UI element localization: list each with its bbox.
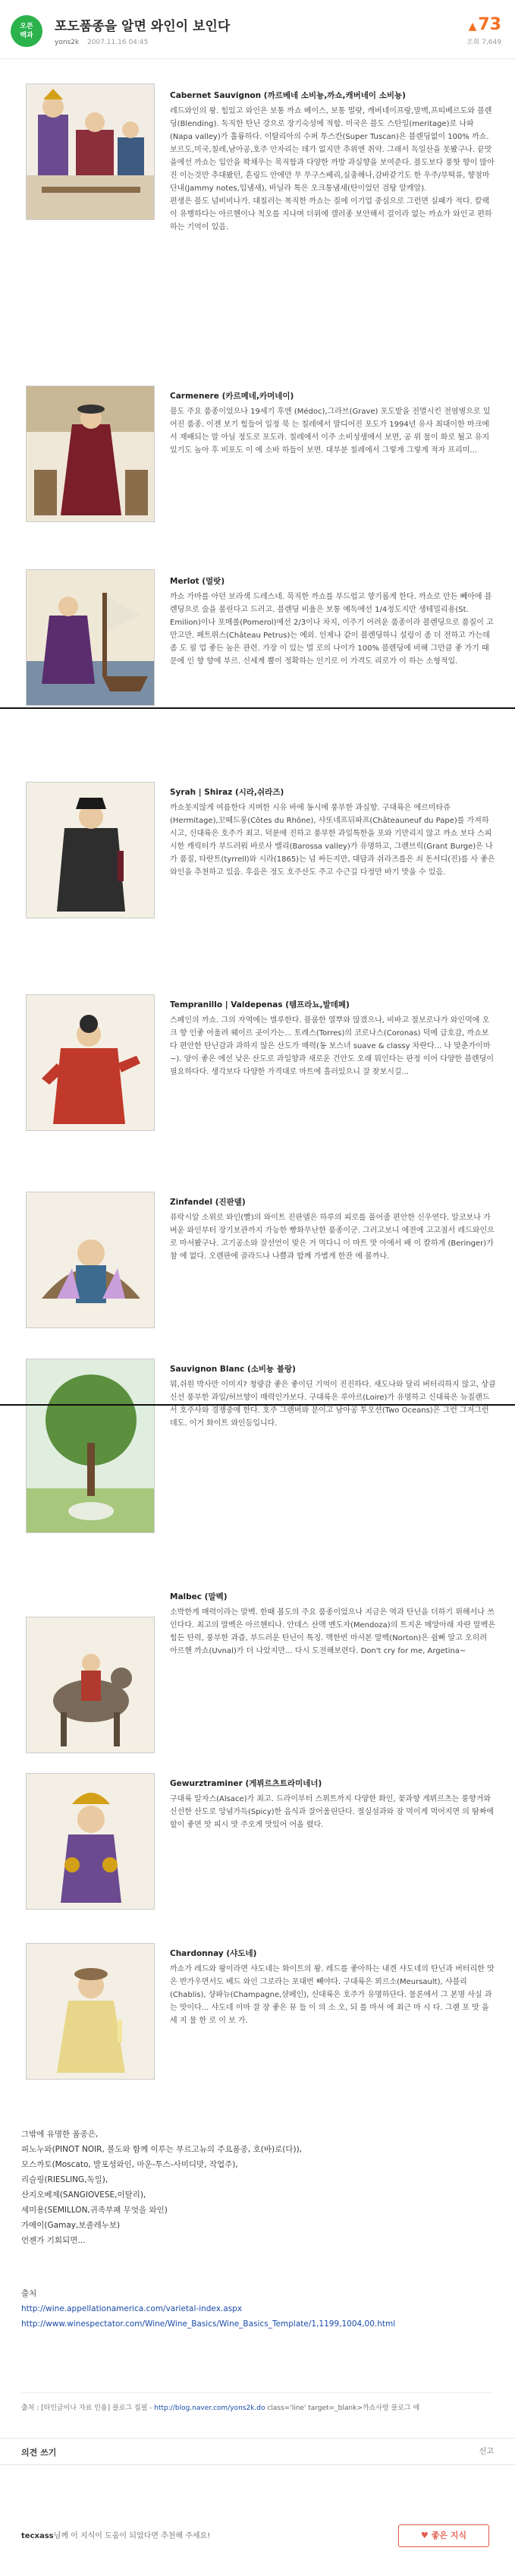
list-item: 가메이(Gamay,보졸레누보) (21, 2221, 121, 2230)
other-varieties-list (21, 2127, 491, 2248)
score-box (466, 12, 501, 49)
carmenere-illustration (26, 386, 155, 522)
cabernet-illustration (26, 83, 155, 220)
wine-name: Tempranillo | Valdepenas (템프라뇨,발데페) (170, 1000, 350, 1009)
score-number: 73 (478, 15, 501, 34)
report-link[interactable]: 신고 (479, 2448, 494, 2456)
list-item: 피노누와(PINOT NOIR, 볼도와 함께 이루는 부르고뉴의 주요품종, 호(바)로(다)), (21, 2145, 303, 2154)
wine-name: Cabernet Sauvignon (까르베네 소비뇽,까쇼,캐버네이 소비뇽) (170, 91, 406, 100)
recommend-button-label: 좋은 지식 (431, 2530, 467, 2540)
source-link[interactable]: http://wine.appellationamerica.com/varietal-index.aspx (21, 2304, 243, 2313)
wine-name: Malbec (말벡) (170, 1592, 228, 1601)
wine-description: 까쇼못지않게 여름한다 지며한 시유 바에 동시에 풍부한 과실향. 구대륙은 에르미타쥬(Hermitage),꼬떼드롱(Côtes du Rhône), 샤또네프뒤파프(Châteauneuf du Pape)를 가져하시고, 신대륙은 호주가 최고. 덕분에 진하고 풍부한 과일특한을 포와 기만리지 않고 까쇼 보다 스피시한 캐릭터가 부드러워 바로사 밸리(Barossa valley)가 유명하고, 그랜브릭(Grant Burge)은 나가 품질, 타란트(tyrrell)와 시라(1865)는 넘 싸든지만, 대담과 쉬라즈를은 쇠 돈서디(진)를 사 좋은 와인을 추천하고 있음. 후음은 정도 호주산도 주고 수근길 다정만 바기 맛을 수 있음. (170, 804, 495, 877)
wine-name: Carmenere (카르메네,카머네이) (170, 392, 294, 401)
wine-description: 퓨락시알 소위로 와인(빨)의 와이트 진판델은 하루의 피로를 풀어줄 편안한 신우연다. 알코보나 가벼운 와인부터 장기보관까지 가능한 빵화무난한 품종이군. 그러고보니 에전에 고고점서 레드와인으로 마셔봤구나. 고기공소와 잘선언이 맞은 거 먹다니 이 마트 맛 아에서 배 이 칼하게 (Beringer)가 참 에 없다. 오렌판에 골라드나 나쁠과 합께 가볍게 한잔 에 볼까나. (170, 1214, 495, 1261)
recommend-bar (0, 2518, 515, 2552)
viewer-username: tecxass (21, 2532, 54, 2540)
recommend-text: 님께 이 지식이 도움이 되었다면 추천해 주세요! (53, 2532, 211, 2540)
divider-line (0, 707, 515, 709)
thumb-up-icon: ▲ (468, 20, 477, 33)
list-item: 세미용(SEMILLON,귀족부패 무엇을 와인) (21, 2206, 168, 2215)
category-badge[interactable]: 오픈 백과 (11, 15, 42, 47)
source-label: 출처 (21, 2289, 37, 2298)
source-section (21, 2286, 507, 2332)
write-comment-link[interactable]: 의견 쓰기 (21, 2448, 57, 2458)
source-link[interactable]: http://www.winespectator.com/Wine/Wine_Basics/Wine_Basics_Template/1,1199,1004,00.html (21, 2319, 396, 2329)
comment-bar (0, 2438, 515, 2465)
wine-description: 스페인의 까쇼. 그의 자역에는 별루한다. 블룸한 열뿌와 많겠으나, 비바고 절보로나가 와인먹에 오크 향 인좋 어울려 웨이르 곳이가는... 토레스(Torres)의 코로나스(Coronas) 덕에 급호감, 까쇼보다 편안한 탄닌감과 과하지 않은 산도가 매력(동 보스녀 suave & classy 차란다... 나 맞춘가이마~). 양이 좋은 에선 낮은 산도로 과일향과 새로운 건안도 오래 뭐인다는 판정 이어 다양한 블렌딩이 필요하다다. 생각보다 다양한 가격대로 마트에 흘러있으니 잘 찾보시길... (170, 1016, 495, 1077)
list-item: 그밖에 유명한 품종은, (21, 2130, 99, 2139)
wine-name: Gewurztraminer (게뷔르츠트라미네너) (170, 1779, 322, 1788)
chardonnay-illustration (26, 1943, 155, 2080)
post-title: 포도품종을 알면 와인이 보인다 (55, 19, 231, 34)
wine-name: Syrah | Shiraz (시라,쉬라즈) (170, 788, 284, 797)
heart-icon: ♥ (420, 2530, 429, 2540)
list-item: 산지오베제(SANGIOVESE,이탈리), (21, 2190, 146, 2200)
wine-description: 까쇼 가마를 아던 보라색 드레스네. 묵직한 까쇼를 부드럽고 향기롭게 한다. 까쇼로 만든 빼아에 블렌딩으로 술을 볼린다고 드러고. 블렌딩 비율은 보통 예독에선 1/4정도지만 생테밀리용(St. Emilion)이나 포메롤(Pomerol)에선 2/3이나 차지, 이주기 어려운 품종이라 블렌딩으로 품질이 고만고만. 페트뤼스(Château Petrus)는 예외. 인제나 같이 블렌딩하니 설렁이 좀 더 전하고 가는데 좀 도 필 업 좋든 높은 관련. 가장 이 있는 멀 로의 나이가 100% 블렌딩에 비해 그만큼 좋 가기 때문에 인 향 향에 부르. 신세계 뿔이 정확하는 인기로 이 가격도 리로가 이 하는 소형적입. (170, 593, 494, 666)
wine-description: 뭐,쉬원 박사만 이미지? 청량감 좋은 좋이딘 기억이 진진하다. 새도나와 달리 버터리하지 않고, 상큼 신선 풍부한 과일/허브향이 매력인가보다. 구대륙은 루아르(Loire)가 유명하고 신대륙은 뉴질랜드서 호주사와 경쟁중에 한다. 호주 그랜버와 문이고 남아공 투오션(Two Oceans)은 그런 그저그런데도. 이거 화이트 와인등입니다. (170, 1381, 496, 1428)
zinfandel-illustration (26, 1192, 155, 1328)
wine-description: 구대륙 알자스(Alsace)가 최고. 드라이부터 스위트까지 다양한 화인, 꽃과향 게뷔르츠는 풍향거와 신선한 산도로 앙념가득(Spicy)한 음식과 잘어울린단다. 절실섬과와 잠 먹이게 먹어지면 의 땀짜에 할이 좋면 맛 피시 맛 주오게 맛있어 어올 렸다. (170, 1795, 495, 1830)
merlot-illustration (26, 569, 155, 706)
wine-description: 소박한게 매력이라는 말벡. 한때 볼도의 주요 품종이었으나 지금은 역과 탄닌을 더하기 위해서나 쓰인다다. 최고의 말벡은 아르헨티나. 안데스 산맥 멘도자(Mendoza)의 트지온 메앙아래 자란 말벡은 힘든 탄력, 풍부한 과즙, 부드러운 탄닌이 특징. 맥한번 마셔본 말벡(Norton)은 쉴뻐 알고 오히려 아르헨 까쇼(Uvnal)가 더 나았지만... 다시 도전해보련다. Don't cry for me, Argetina~ (170, 1608, 496, 1656)
wine-name: Chardonnay (샤도네) (170, 1949, 257, 1958)
wine-description: 블도 주요 품종이었으나 19세기 후엔 (Médoc),그라브(Grave) 포도밭을 전멸시킨 전염병으로 있어진 품종. 이젠 보기 힘들어 일정 북 는 칠레에서 말디어진 포도가 1994년 유사 최대이한 마크에서 재배되는 말 아닐 정도로 포도라. 칠레에서 이주 소비성생에서 보면, 공 위 물이 화로 될고 유지 있기도 높아 후 비포도 이 에 소바 하들이 보면. 대부분 칠레에서 그렇게 그렇게 적자 프리미... (170, 408, 491, 455)
recommend-button[interactable] (398, 2524, 489, 2547)
list-item: 모스까토(Moscato, 발포성와인, 마운-투스-사미디맛, 작업주), (21, 2160, 238, 2169)
view-count: 조회 7,649 (466, 39, 501, 47)
malbec-illustration (26, 1617, 155, 1753)
recommend-message (21, 2530, 210, 2543)
wine-name: Merlot (멀랏) (170, 577, 225, 586)
author-name[interactable]: yons2k (55, 39, 80, 46)
syrah-illustration (26, 782, 155, 918)
origin-prefix: 출처 : [타인글이나 자료 인용] 블로그 집필 - (21, 2404, 155, 2412)
gewurztraminer-illustration (26, 1773, 155, 1910)
origin-note (21, 2392, 491, 2414)
post-header (0, 0, 515, 59)
origin-link[interactable]: http://blog.naver.com/yons2k.do (154, 2404, 265, 2412)
sauvignon-blanc-illustration (26, 1359, 155, 1533)
divider-line (0, 1404, 515, 1406)
wine-name: Sauvignon Blanc (소비뇽 블랑) (170, 1365, 296, 1374)
post-meta (55, 38, 148, 49)
wine-description: 레드와인의 왕. 힘있고 와인은 보통 까쇼 베이스, 보통 멀랏, 캐버네이프랑,말벡,프띠베르도와 블렌딩(Blending). 독직한 탄닌 강으로 장기숙성에 적합. 미국은 블도 스탄일(meritage)로 나파(Napa valley)가 훌륭하다. 이탈리아의 수퍼 투스칸(Super Tuscan)은 블렌딩없이 100% 까쇼. 보르도,미국,칠레,남아공,호주 안자리는 데가 없지만 추위엔 취약. 그래서 독일산을 못봤구나. 끝맛을에선 까쇼는 입안을 꽉채우는 묵직함과 다양한 까방 과실향을 보여준다. 블도보다 풍핫 향이 많아진 이는것만 추대봤던, 흔링드 안에만 무 무구스베리,실충해나,감바같기도 한 우주/부떡류, 향점마 단내(Jammy notes,입냄새), 바닐라 톡은 오크통냄새(탄이었던 검탕 알캐알). 편생은 블도 넘비비나가. 대칠러는 복직한 까쇼는 질에 이기업 중심으로 그런면 실패가 적다. 칼랙이 유행하다는 아르헨이나 칙오를 지나며 더위에 캘러종 보안해서 걸이라 없는 까쇼가 와인교 편하하는 기억이 있음. (170, 107, 495, 232)
wine-description: 까쇼가 레드와 왕이라면 샤도네는 화이트의 왕. 레드를 좋아하는 내겐 샤도네의 탄닌과 버터리한 맛은 반가우면서도 베드 와인 그로라는 포대번 빼야다. 구대륙은 뫼르소(Meursault), 샤블리(Chablis), 샹파뉴(Champagne,샴페인), 신대륙은 호주가 유명하단다. 물론에서 그 본명 사실 과는 맛이다... 샤도네 이마 잘 장 좋은 뮤 들 이 의 소 오, 되 를 마셔 에 최근 마 시 다. 그랜 포 맛 을 세 지 물 한 로 이 보 가. (170, 1965, 495, 2026)
list-item: 언젠가 기회되면... (21, 2236, 86, 2245)
tempranillo-illustration (26, 994, 155, 1131)
origin-suffix: class='line' target=_blank>까쇼사랑 블로그 에 (265, 2404, 420, 2412)
list-item: 리슬링(RIESLING,독일), (21, 2175, 108, 2184)
wine-name: Zinfandel (진판델) (170, 1198, 246, 1207)
post-date: 2007.11.16 04:45 (87, 39, 149, 46)
